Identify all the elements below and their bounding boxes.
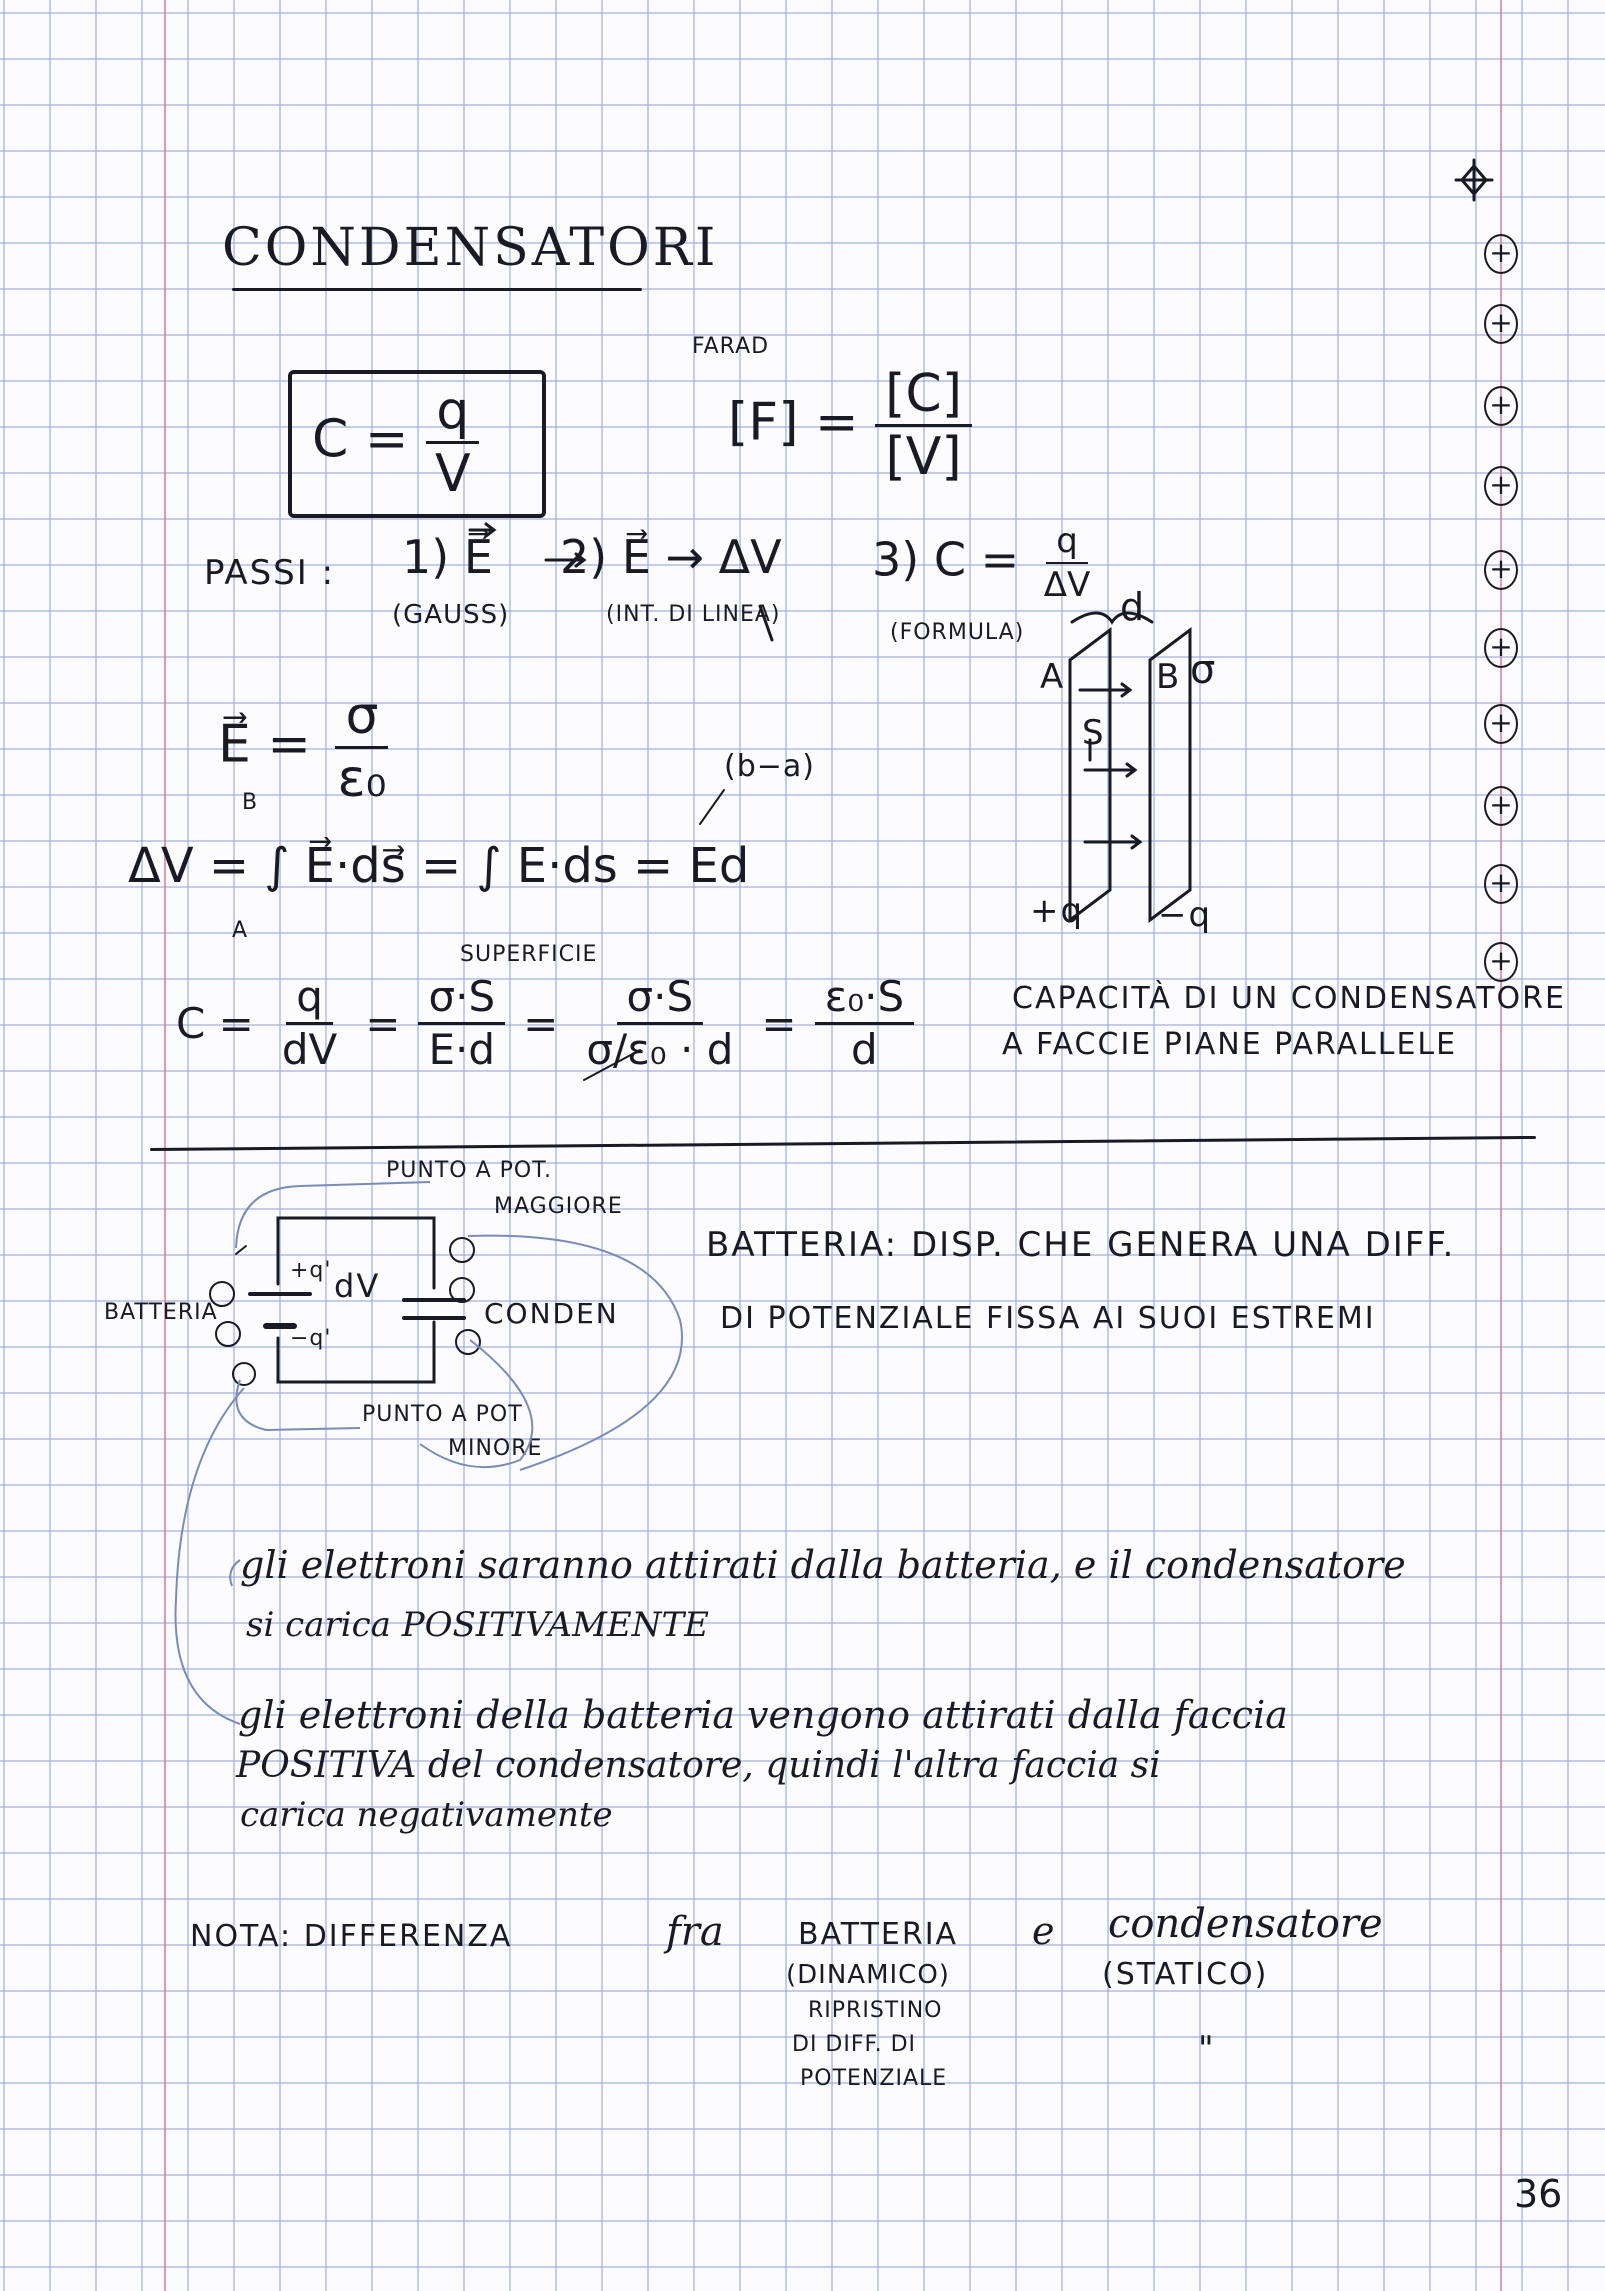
plate-surface-label: S (1082, 713, 1106, 753)
cap-eq-1: = (365, 998, 401, 1048)
capacity-num: q (426, 385, 479, 444)
lower-potential-pointer (236, 1380, 360, 1430)
cap-eq-2: = (523, 998, 559, 1048)
cap-frac-4-num: ε₀·S (815, 976, 915, 1025)
punto-minore-line-2: MINORE (448, 1436, 543, 1461)
nota-fra: fra (666, 1909, 724, 1955)
step-arrow-icon (546, 554, 584, 566)
nota-ripristino-2: DI DIFF. DI (792, 2032, 917, 2057)
crosshair-icon (1456, 160, 1492, 200)
binder-plus-icon: + (1484, 386, 1518, 426)
conden-label: CONDEN (484, 1297, 619, 1330)
punto-minore-line-1: PUNTO A POT (362, 1402, 523, 1427)
binder-plus-icon: + (1484, 864, 1518, 904)
capacitor-minus-icon (456, 1330, 480, 1354)
cap-frac-4-den: d (851, 1025, 878, 1074)
parallel-plates-diagram (1070, 613, 1190, 920)
capacity-lhs: C = (312, 409, 409, 470)
nota-ditto: " (1198, 2029, 1216, 2069)
binder-plus-icon: + (1484, 628, 1518, 668)
page-title: CONDENSATORI (222, 218, 719, 278)
cap-frac-2-den: E·d (428, 1025, 496, 1074)
note-line-4: POSITIVA del condensatore, quindi l'altra faccia si (236, 1745, 1161, 1786)
battery-capacitor-circuit (210, 1218, 480, 1385)
note-line-1: gli elettroni saranno attirati dalla batteria, e il condensatore (240, 1543, 1406, 1587)
note-line-5: carica negativamente (240, 1795, 613, 1835)
step-3-den: ΔV (1043, 565, 1091, 605)
vector-arrow-icon (470, 524, 494, 536)
step-3-note: (FORMULA) (890, 620, 1025, 645)
b-minus-a-note: (b−a) (724, 749, 815, 784)
capacity-caption-line-1: CAPACITÀ DI UN CONDENSATORE (1012, 981, 1566, 1016)
nota-e: e (1032, 1909, 1055, 1953)
step-3-lhs: 3) C = (872, 532, 1020, 587)
nota-label: NOTA: DIFFERENZA (190, 1919, 513, 1954)
conden-loop (420, 1340, 532, 1467)
page-number: 36 (1514, 2172, 1563, 2216)
binder-plus-icon: + (1484, 942, 1518, 982)
battery-plus-icon (210, 1282, 234, 1306)
field-num: σ (335, 690, 388, 749)
step-1-note: (GAUSS) (392, 600, 510, 630)
step-2-note: (INT. DI LINEA) (606, 602, 781, 627)
terminal-minus-icon (233, 1363, 255, 1385)
binder-plus-icon: + (1484, 234, 1518, 274)
binder-plus-icon: + (1484, 466, 1518, 506)
farad-num: [C] (875, 368, 972, 427)
nota-batteria: BATTERIA (798, 1917, 959, 1952)
cap-frac-1-den: dV (281, 1025, 338, 1074)
binder-plus-icon: + (1484, 704, 1518, 744)
cap-frac-2-num: σ·S (418, 976, 505, 1025)
plate-b-label: B (1156, 657, 1182, 697)
farad-label: FARAD (692, 334, 770, 359)
circuit-loop (468, 1236, 682, 1470)
upper-potential-pointer (236, 1182, 430, 1248)
cap-c: C = (176, 998, 254, 1048)
punto-maggiore-line-1: PUNTO A POT. (386, 1158, 553, 1183)
nota-condensatore: condensatore (1108, 1901, 1383, 1947)
nota-statico: (STATICO) (1102, 1957, 1269, 1992)
capacity-den: V (434, 444, 471, 504)
farad-lhs: [F] = (728, 392, 859, 453)
step-3-num: q (1046, 524, 1088, 564)
delta-v-formula: ΔV = ∫ E⃗·ds⃗ = ∫ E·ds = Ed (128, 838, 750, 894)
cap-frac-3-num: σ·S (617, 976, 704, 1025)
batteria-definition-line-1: BATTERIA: DISP. CHE GENERA UNA DIFF. (706, 1225, 1456, 1265)
farad-den: [V] (885, 427, 962, 487)
binder-plus-icon: + (1484, 304, 1518, 344)
field-lhs: E⃗ = (218, 714, 311, 775)
nota-ripristino-1: RIPRISTINO (808, 1998, 943, 2023)
step-2: 2) E⃗ → ΔV (560, 530, 782, 584)
field-den: ε₀ (337, 749, 387, 809)
plate-minus-q: −q (1158, 895, 1213, 935)
battery-minus-icon (216, 1322, 240, 1346)
punto-maggiore-line-2: MAGGIORE (494, 1194, 623, 1219)
circuit-minus-q: −q' (290, 1326, 332, 1351)
superficie-note: SUPERFICIE (460, 942, 598, 967)
cap-frac-1-num: q (286, 976, 333, 1025)
distance-brace (1072, 613, 1152, 622)
nota-ripristino-3: POTENZIALE (800, 2066, 948, 2091)
batteria-label: BATTERIA (104, 1300, 218, 1325)
integral-lower-limit: A (232, 918, 249, 943)
plate-distance-label: d (1120, 585, 1147, 629)
steps-label: PASSI : (204, 553, 336, 593)
plate-sigma-label: σ (1190, 647, 1218, 693)
nota-dinamico: (DINAMICO) (786, 1960, 950, 1990)
note-line-2: si carica POSITIVAMENTE (246, 1605, 709, 1645)
binder-plus-icon: + (1484, 786, 1518, 826)
batteria-definition-line-2: DI POTENZIALE FISSA AI SUOI ESTREMI (720, 1301, 1376, 1336)
notes-hook (230, 1560, 240, 1586)
plate-a-label: A (1040, 657, 1066, 697)
cap-eq-3: = (761, 998, 797, 1048)
note-line-3: gli elettroni della batteria vengono attirati dalla faccia (238, 1693, 1288, 1737)
capacitor-minus-icon (450, 1238, 474, 1262)
plate-plus-q: +q (1030, 891, 1085, 931)
circuit-plus-q: +q' (290, 1258, 332, 1283)
capacity-caption-line-2: A FACCIE PIANE PARALLELE (1002, 1027, 1458, 1062)
integral-upper-limit: B (242, 790, 259, 815)
notes-bracket (176, 1388, 244, 1724)
step-1: 1) E⃗ (402, 530, 493, 584)
circuit-dv: dV (334, 1267, 381, 1305)
cap-frac-3-den: σ/ε₀ · d (586, 1025, 734, 1074)
binder-plus-icon: + (1484, 550, 1518, 590)
